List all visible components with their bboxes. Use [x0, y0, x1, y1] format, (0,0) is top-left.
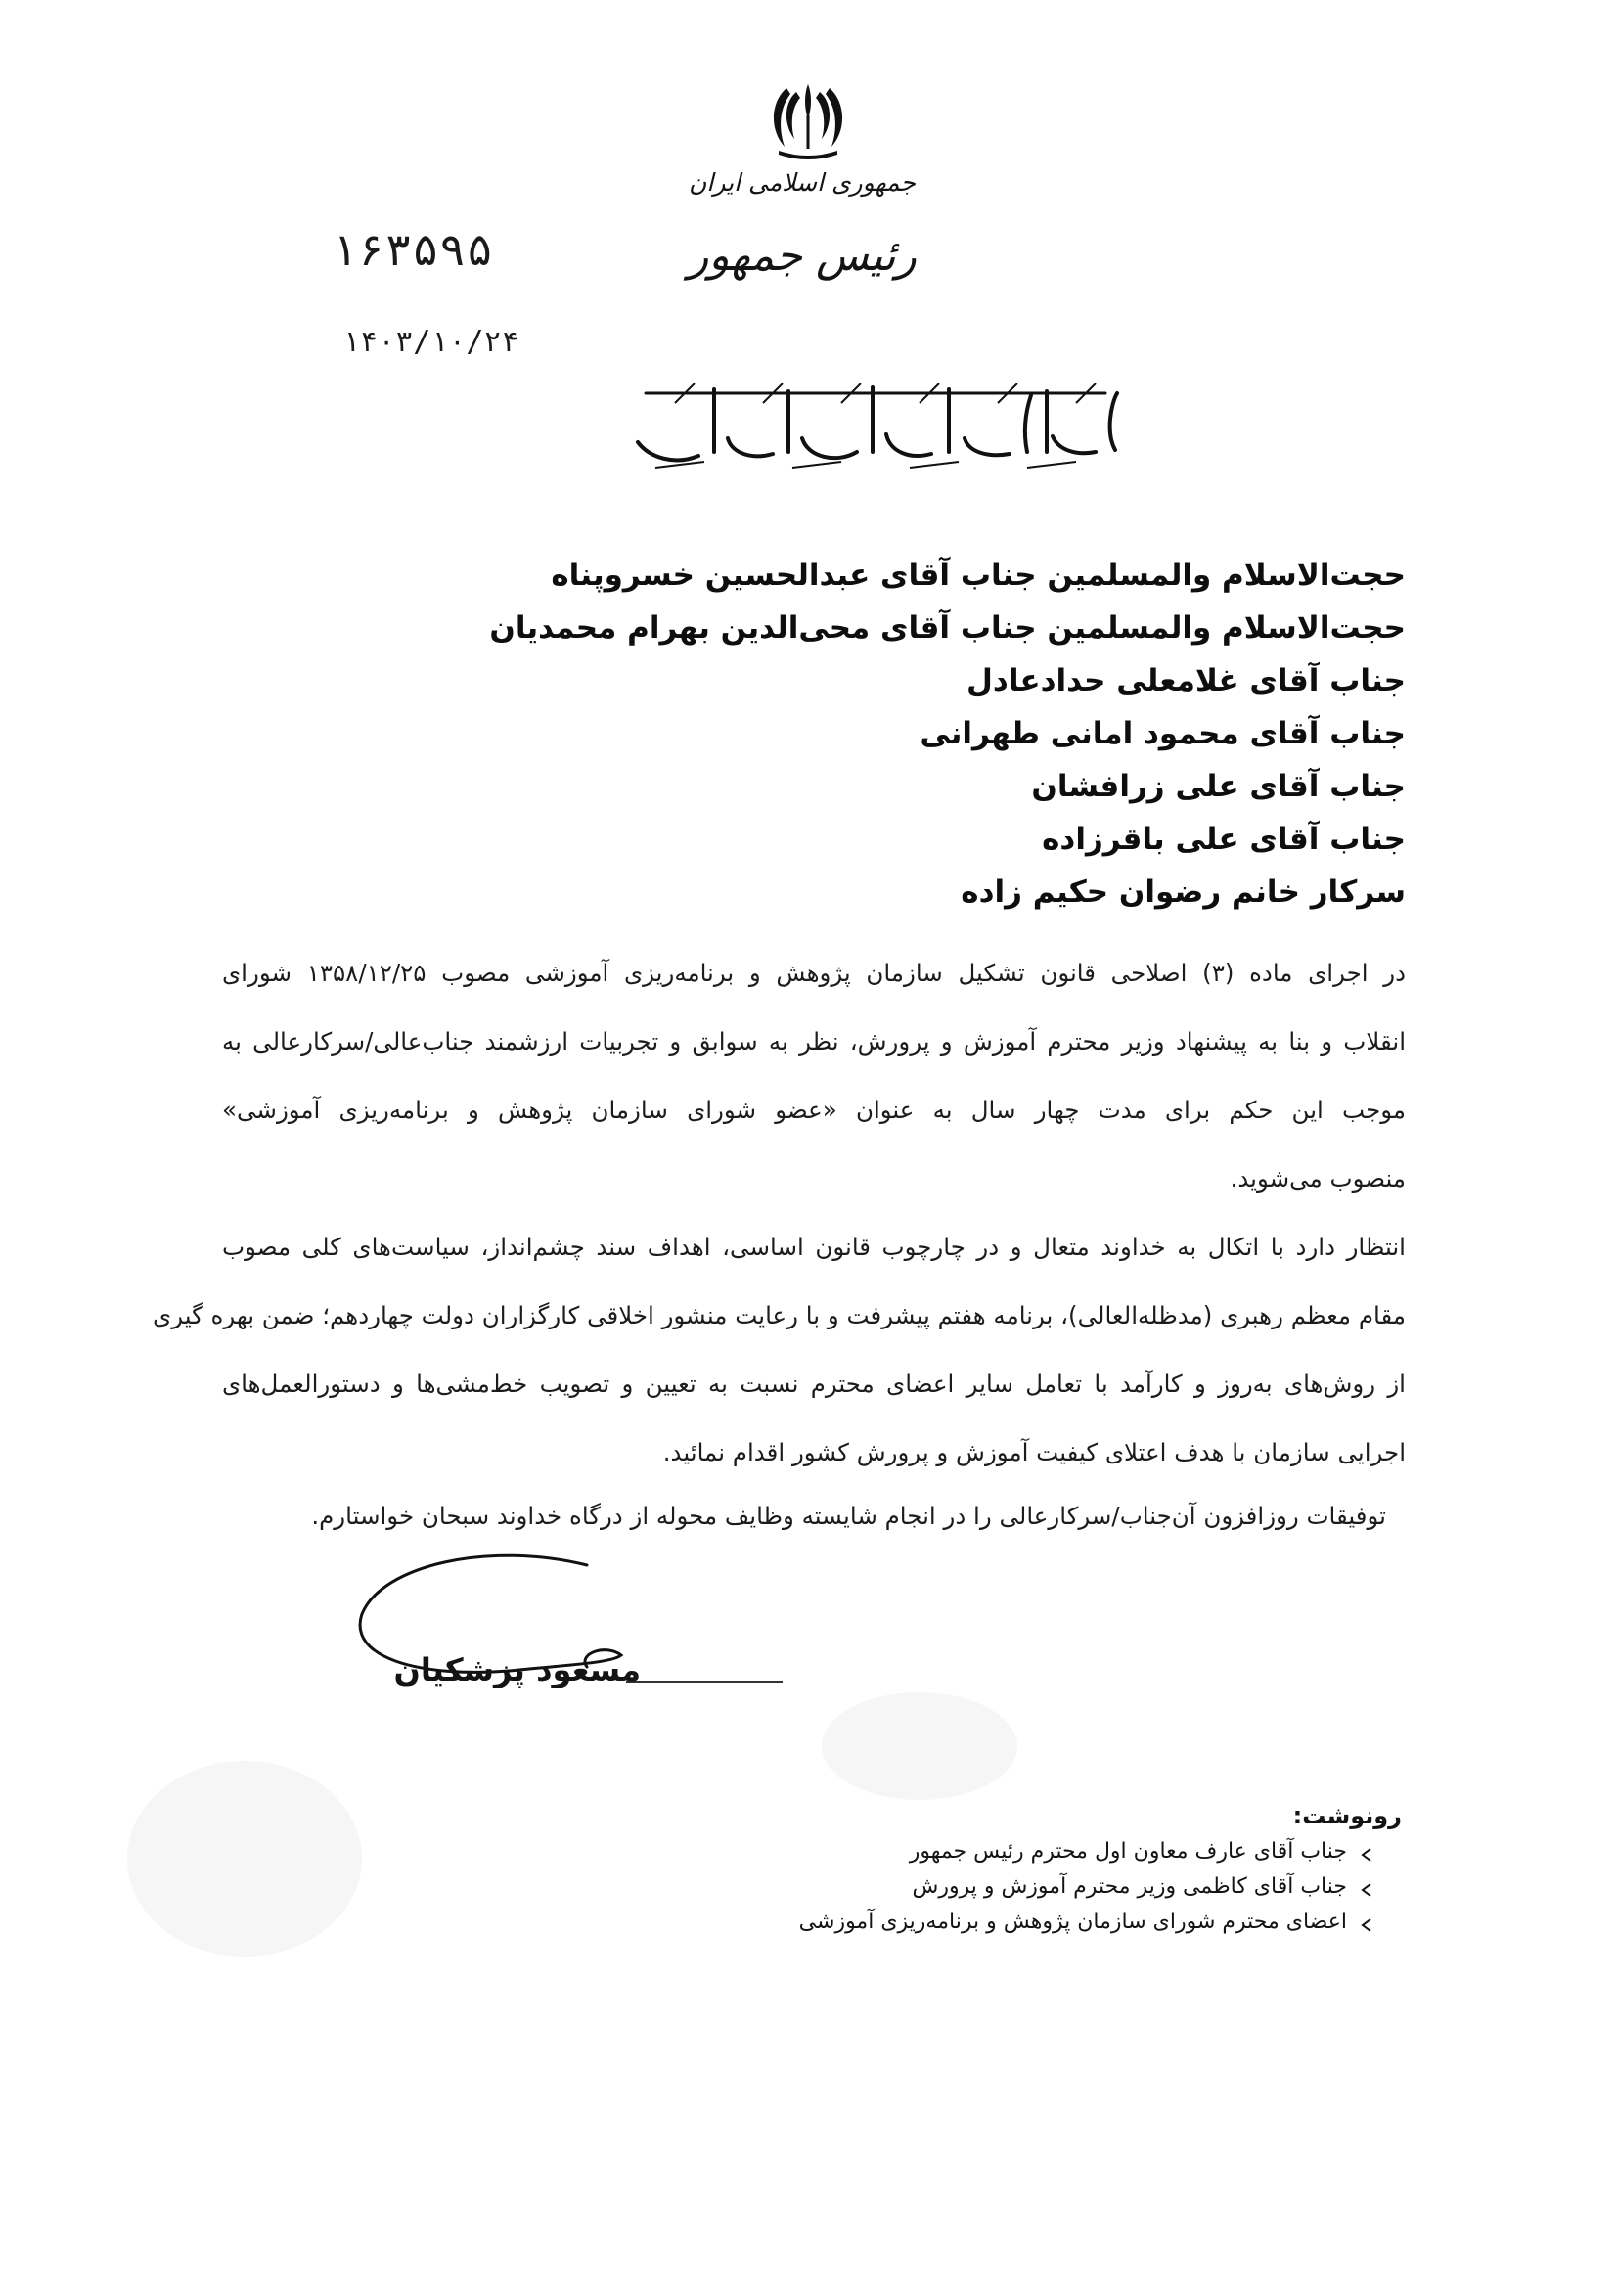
letter-date: ۱۴۰۳/۱۰/۲۴ — [342, 325, 519, 359]
body-line: انتظار دارد با اتکال به خداوند متعال و در چارچوب قانون اساسی، اهداف سند چشم‌انداز، سیاست‌های کلی مصوب — [222, 1233, 1406, 1261]
letter-number: ۱۶۳۵۹۵ — [331, 223, 494, 276]
body-line: از روش‌های به‌روز و کارآمد با تعامل سایر اعضای محترم نسبت به تعیین و تصویب خط‌مشی‌ها و دستورالعمل‌های — [222, 1370, 1406, 1398]
addressee-7: سرکار خانم رضوان حکیم زاده — [961, 875, 1406, 910]
signatory-name: مسعود پزشکیان — [393, 1651, 641, 1688]
body-line: اجرایی سازمان با هدف اعتلای کیفیت آموزش و پرورش کشور اقدام نمائید. — [662, 1438, 1406, 1466]
chevron-left-icon — [1359, 1917, 1374, 1933]
redaction-blob — [127, 1761, 362, 1957]
body-line: در اجرای ماده (۳) اصلاحی قانون تشکیل سازمان پژوهش و برنامه‌ریزی آموزشی مصوب ۱۳۵۸/۱۲/۲۵ شورای — [222, 959, 1406, 987]
redaction-blob — [822, 1692, 1017, 1800]
body-line: انقلاب و بنا به پیشنهاد وزیر محترم آموزش و پرورش، نظر به سوابق و تجربیات ارزشمند جناب‌عالی/سرکارعالی به — [222, 1027, 1406, 1056]
addressee-4: جناب آقای محمود امانی طهرانی — [920, 716, 1406, 751]
body-line: مقام معظم رهبری (مدظله‌العالی)، برنامه هفتم پیشرفت و با رعایت منشور اخلاقی کارگزاران دولت چهاردهم؛ ضمن بهره گیری — [153, 1301, 1406, 1329]
office-title: رئیس جمهور — [688, 231, 917, 281]
addressee-1: حجت‌الاسلام والمسلمین جناب آقای عبدالحسین خسروپناه — [551, 558, 1406, 593]
addressee-3: جناب آقای غلامعلی حدادعادل — [966, 663, 1406, 698]
body-line: موجب این حکم برای مدت چهار سال به عنوان «عضو شورای سازمان پژوهش و برنامه‌ریزی آموزشی» — [222, 1096, 1406, 1124]
chevron-left-icon — [1359, 1847, 1374, 1863]
body-line: منصوب می‌شوید. — [1230, 1164, 1406, 1193]
cc-item: جناب آقای کاظمی وزیر محترم آموزش و پرورش — [912, 1874, 1347, 1899]
addressee-6: جناب آقای علی باقرزاده — [1042, 822, 1406, 857]
signature-line — [626, 1681, 783, 1683]
addressee-5: جناب آقای علی زرافشان — [1031, 769, 1406, 804]
closing-line: توفیقات روزافزون آن‌جناب/سرکارعالی را در انجام شایسته وظایف محوله از درگاه خداوند سبحان خواستارم. — [311, 1502, 1386, 1530]
emblem-of-iran-icon — [759, 80, 857, 162]
cc-title: رونوشت: — [1292, 1802, 1402, 1829]
cc-item: اعضای محترم شورای سازمان پژوهش و برنامه‌ریزی آموزشی — [798, 1910, 1347, 1934]
basmala-calligraphy — [616, 374, 1135, 472]
country-name: جمهوری اسلامی ایران — [689, 168, 916, 197]
cc-item: جناب آقای عارف معاون اول محترم رئیس جمهور — [909, 1839, 1347, 1864]
addressee-2: حجت‌الاسلام والمسلمین جناب آقای محی‌الدین بهرام محمدیان — [489, 610, 1406, 646]
chevron-left-icon — [1359, 1882, 1374, 1898]
